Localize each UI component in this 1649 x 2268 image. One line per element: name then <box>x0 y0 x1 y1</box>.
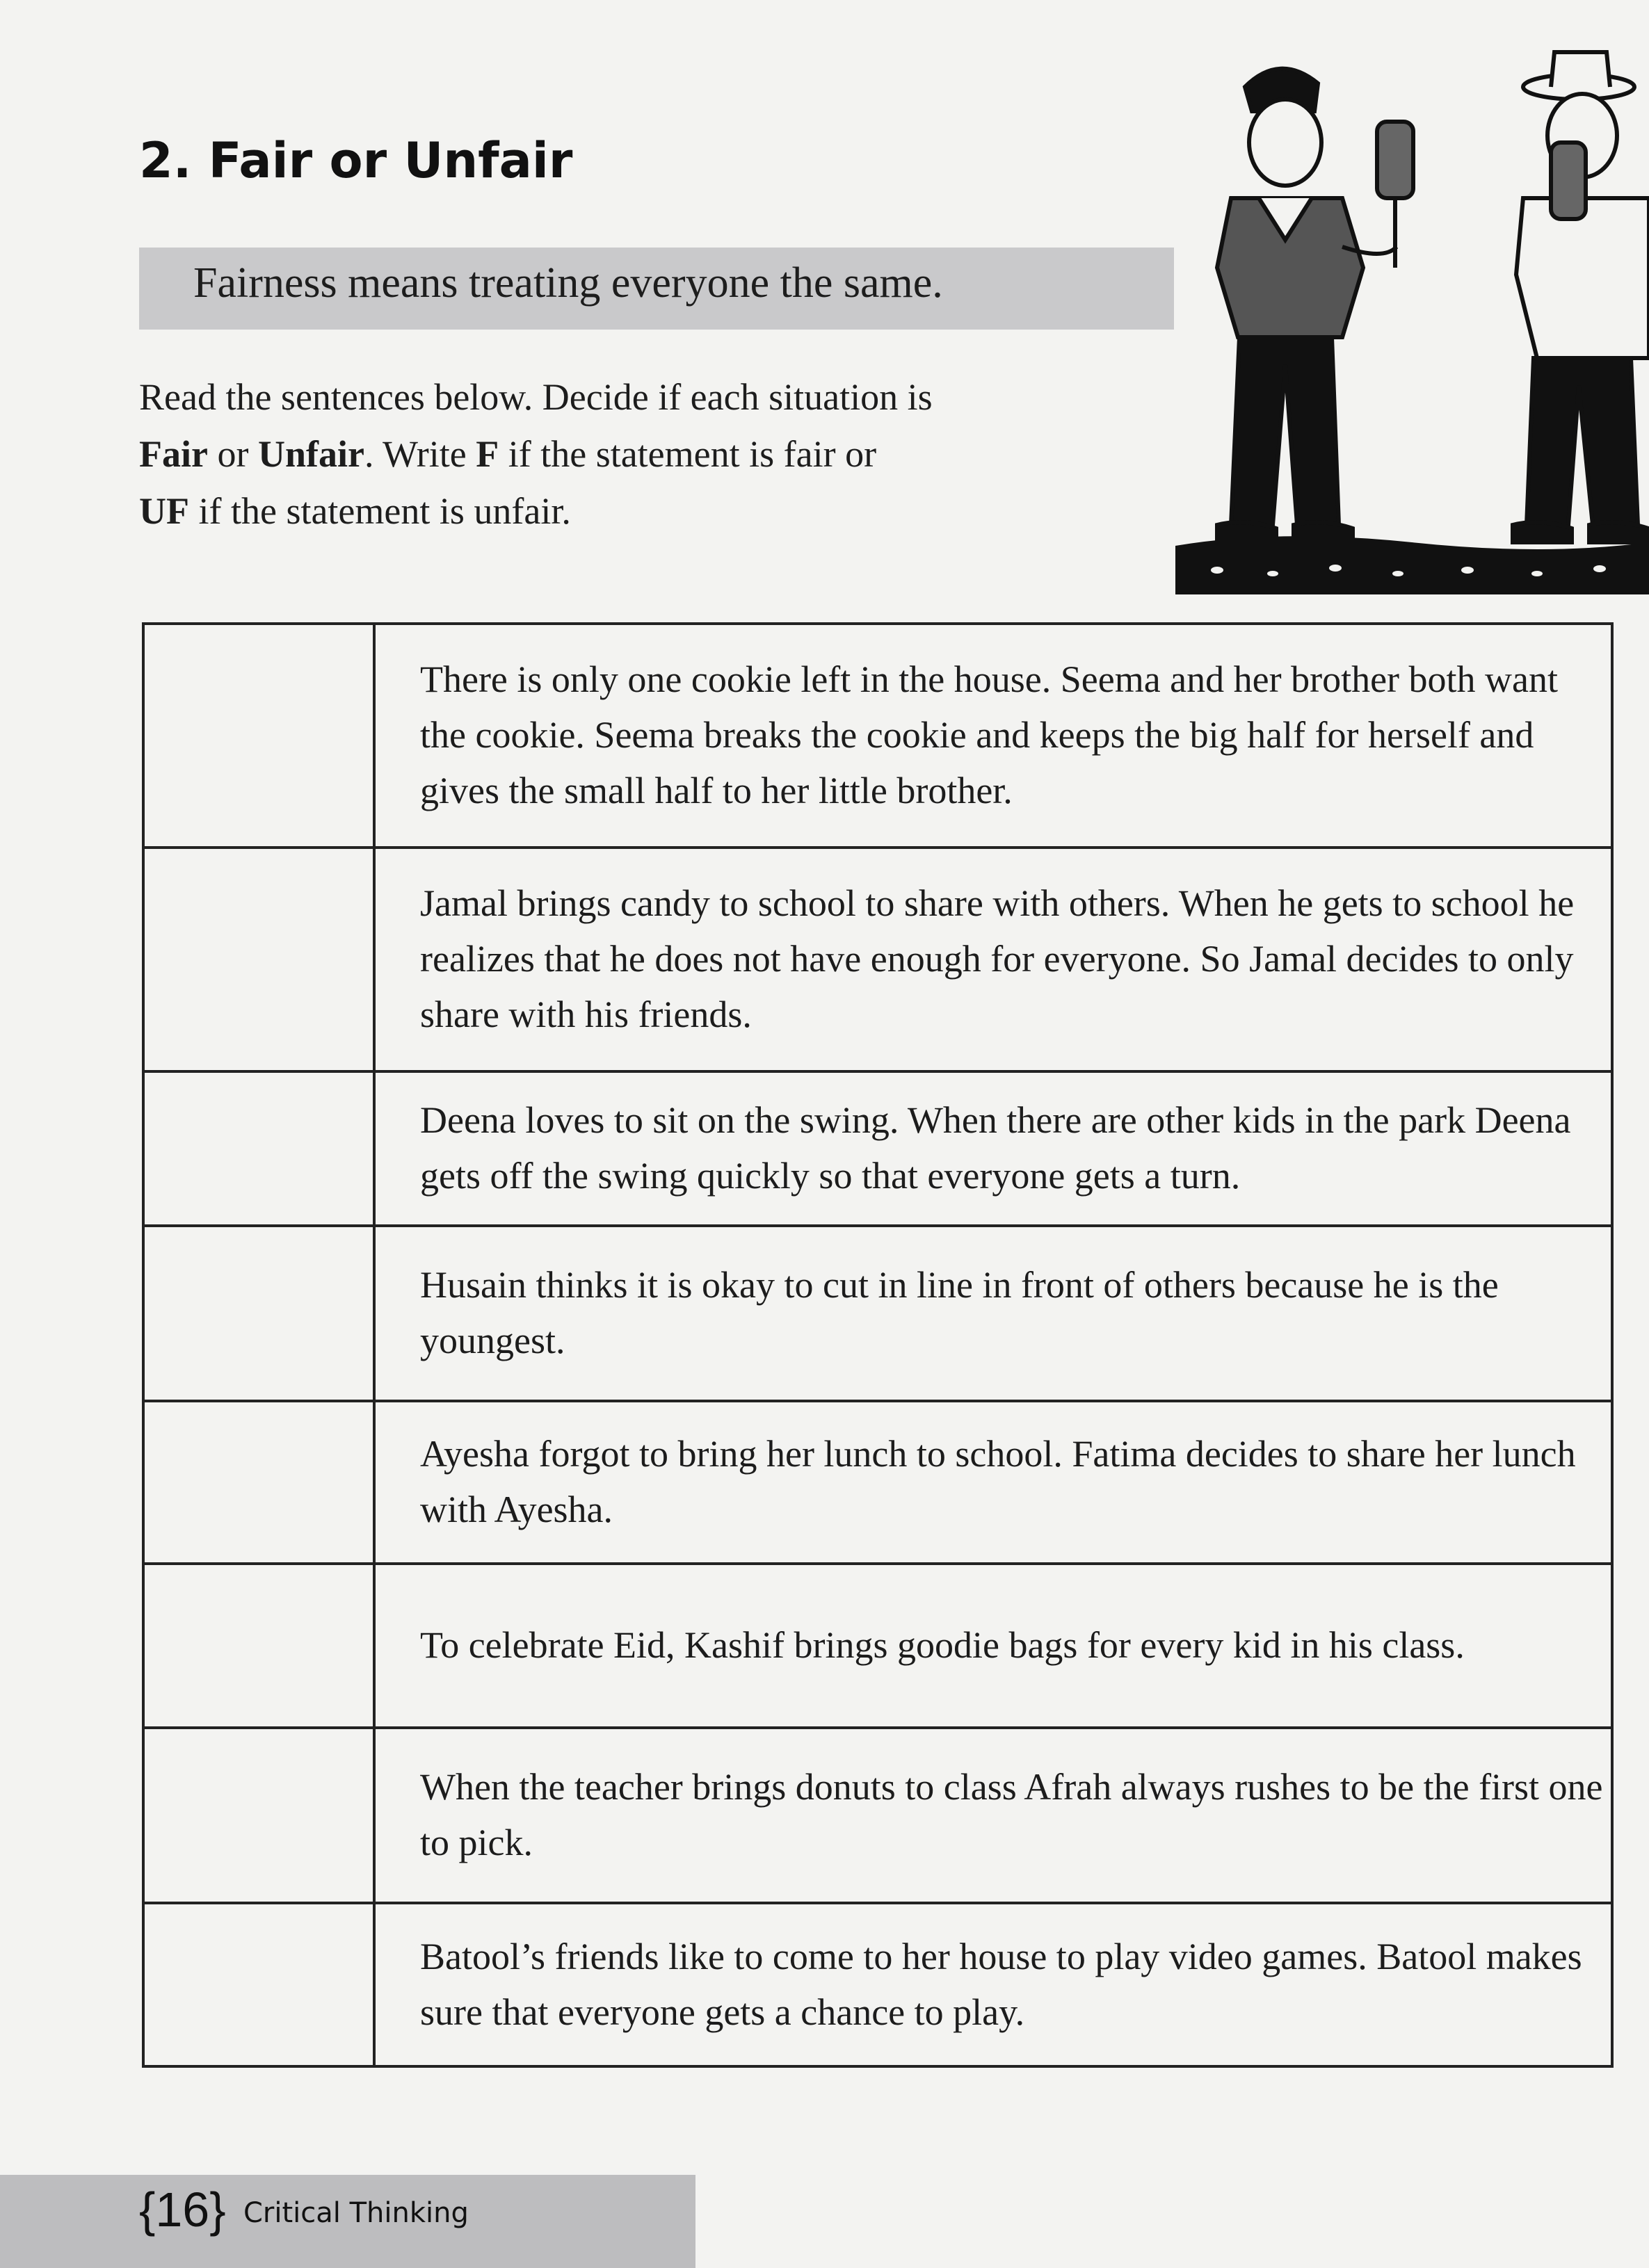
definition-text: Fairness means treating everyone the same. <box>193 259 943 307</box>
answer-cell[interactable] <box>143 1903 374 2066</box>
page-title: 2. Fair or Unfair <box>139 132 573 189</box>
fair-unfair-table <box>142 622 1614 2068</box>
unfair-keyword: Unfair <box>257 433 364 475</box>
answer-cell[interactable] <box>143 624 374 848</box>
situation-text: To celebrate Eid, Kashif brings goodie bags for every kid in his class. <box>374 1564 1612 1728</box>
instructions-write: . Write <box>364 433 476 475</box>
instructions-or: or <box>207 433 258 475</box>
situation-text: Husain thinks it is okay to cut in line in front of others because he is the youngest. <box>374 1226 1612 1401</box>
table-row <box>143 1903 1612 2066</box>
table-row <box>143 1071 1612 1226</box>
situation-text: When the teacher brings donuts to class Afrah always rushes to be the first one to pick. <box>374 1728 1612 1903</box>
instructions <box>139 368 1127 540</box>
table-row <box>143 1564 1612 1728</box>
instructions-unfair-text: if the statement is unfair. <box>188 490 571 532</box>
definition-banner <box>139 248 1174 330</box>
situation-text: Jamal brings candy to school to share with others. When he gets to school he realizes that he does not have enough for everyone. So Jamal decides to only share with his friends. <box>374 848 1612 1071</box>
answer-cell[interactable] <box>143 1401 374 1564</box>
uf-keyword: UF <box>139 490 189 532</box>
answer-cell[interactable] <box>143 1564 374 1728</box>
situation-text: Batool’s friends like to come to her house to play video games. Batool makes sure that everyone gets a chance to play. <box>374 1903 1612 2066</box>
answer-cell[interactable] <box>143 848 374 1071</box>
answer-cell[interactable] <box>143 1071 374 1226</box>
fair-keyword: Fair <box>139 433 208 475</box>
instructions-fair-text: if the statement is fair or <box>499 433 877 475</box>
table-row <box>143 624 1612 848</box>
situation-text: There is only one cookie left in the house. Seema and her brother both want the cookie. Seema breaks the cookie and keeps the big half for herself and gives the small half to her little brother. <box>374 624 1612 848</box>
page-number: {16} <box>139 2182 226 2237</box>
instructions-line-1: Read the sentences below. Decide if each situation is <box>139 376 933 418</box>
answer-cell[interactable] <box>143 1226 374 1401</box>
boys-with-ice-pops-illustration <box>1175 38 1649 594</box>
footer-section-label: Critical Thinking <box>243 2197 469 2229</box>
f-keyword: F <box>476 433 499 475</box>
table-row <box>143 1728 1612 1903</box>
situation-text: Deena loves to sit on the swing. When there are other kids in the park Deena gets off the swing quickly so that everyone gets a turn. <box>374 1071 1612 1226</box>
table-row <box>143 848 1612 1071</box>
answer-cell[interactable] <box>143 1728 374 1903</box>
situation-text: Ayesha forgot to bring her lunch to school. Fatima decides to share her lunch with Ayesha. <box>374 1401 1612 1564</box>
table-row <box>143 1401 1612 1564</box>
table-row <box>143 1226 1612 1401</box>
